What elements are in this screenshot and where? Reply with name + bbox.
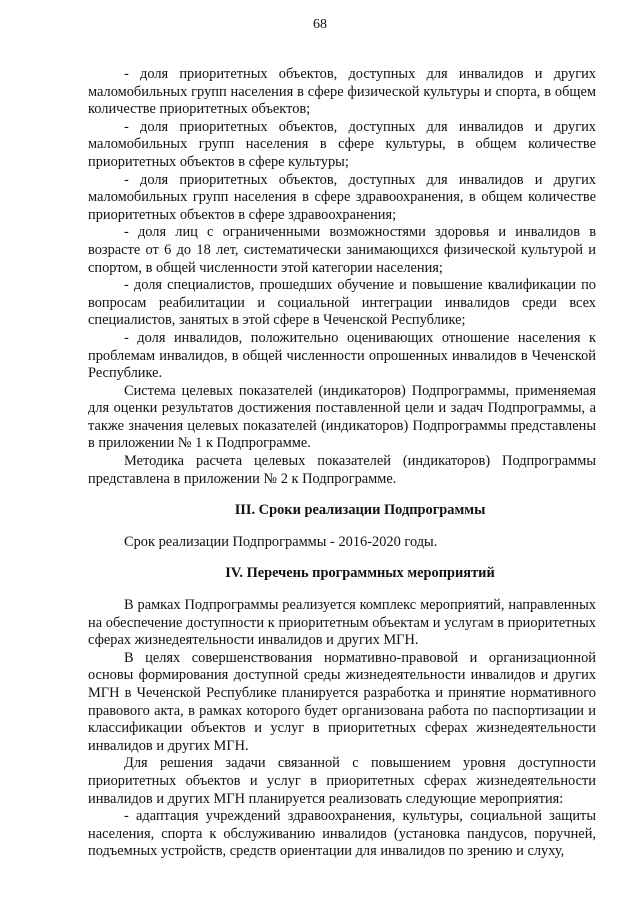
list-item: - адаптация учреждений здравоохранения, культуры, социальной защиты населения, спорта к обслуживанию инвалидов (установка пандусов, поручней, подъемных устройств, средств ориентации для инвалидов по зрению и слуху, — [88, 808, 596, 860]
paragraph: В рамках Подпрограммы реализуется комплекс мероприятий, направленных на обеспечение доступности к приоритетным объектам и услугам в приоритетных сферах жизнедеятельности инвалидов и других МГН. — [88, 597, 596, 649]
paragraph-term: Срок реализации Подпрограммы - 2016-2020 годы. — [124, 533, 438, 550]
spacer — [88, 583, 596, 597]
list-item: - доля лиц с ограниченными возможностями здоровья и инвалидов в возрасте от 6 до 18 лет, систематически занимающихся физической культурой и спортом, в общей численности этой категории населения; — [88, 224, 596, 276]
document-body — [88, 66, 596, 861]
list-item: - доля приоритетных объектов, доступных для инвалидов и других маломобильных групп населения в сфере здравоохранения, в общем количестве приоритетных объектов в сфере здравоохранения; — [88, 171, 596, 223]
paragraph-indicator-system: Система целевых показателей (индикаторов) Подпрограммы, применяемая для оценки результатов достижения поставленной цели и задач Подпрограммы, а также значения целевых показателей (индикаторов) Подпрограммы представлены в приложении № 1 к Подпрограмме. — [88, 382, 596, 452]
paragraph-methodology: Методика расчета целевых показателей (индикаторов) Подпрограммы представлена в приложении № 2 к Подпрограмме. — [88, 453, 596, 487]
list-item: - доля приоритетных объектов, доступных для инвалидов и других маломобильных групп населения в сфере физической культуры и спорта, в общем количестве приоритетных объектов; — [88, 66, 596, 118]
spacer — [88, 551, 596, 565]
section-heading-3: III. Сроки реализации Подпрограммы — [234, 502, 486, 519]
list-item: - доля приоритетных объектов, доступных для инвалидов и других маломобильных групп населения в сфере культуры, в общем количестве приоритетных объектов в сфере культуры; — [88, 118, 596, 170]
spacer — [88, 520, 596, 534]
paragraph: В целях совершенствования нормативно-правовой и организационной основы формирования доступной среды жизнедеятельности инвалидов и других МГН в Чеченской Республике планируется разработка и принятие нормативного правового акта, в рамках которого будет организована работа по паспортизации и классификации объектов и услуг в приоритетных сферах жизнедеятельности инвалидов и других МГН. — [88, 649, 596, 754]
list-item: - доля специалистов, прошедших обучение и повышение квалификации по вопросам реабилитации и социальной интеграции инвалидов среди всех специалистов, занятых в этой сфере в Чеченской Республике; — [88, 277, 596, 329]
list-item: - доля инвалидов, положительно оценивающих отношение населения к проблемам инвалидов, в общей численности опрошенных инвалидов в Чеченской Республике. — [88, 329, 596, 382]
spacer — [88, 488, 596, 502]
paragraph: Для решения задачи связанной с повышением уровня доступности приоритетных объектов и услуг в приоритетных сферах жизнедеятельности инвалидов и других МГН планируется реализовать следующие мероприятия: — [88, 755, 596, 807]
page-number: 68 — [313, 17, 327, 32]
section-heading-4: IV. Перечень программных мероприятий — [225, 565, 495, 582]
